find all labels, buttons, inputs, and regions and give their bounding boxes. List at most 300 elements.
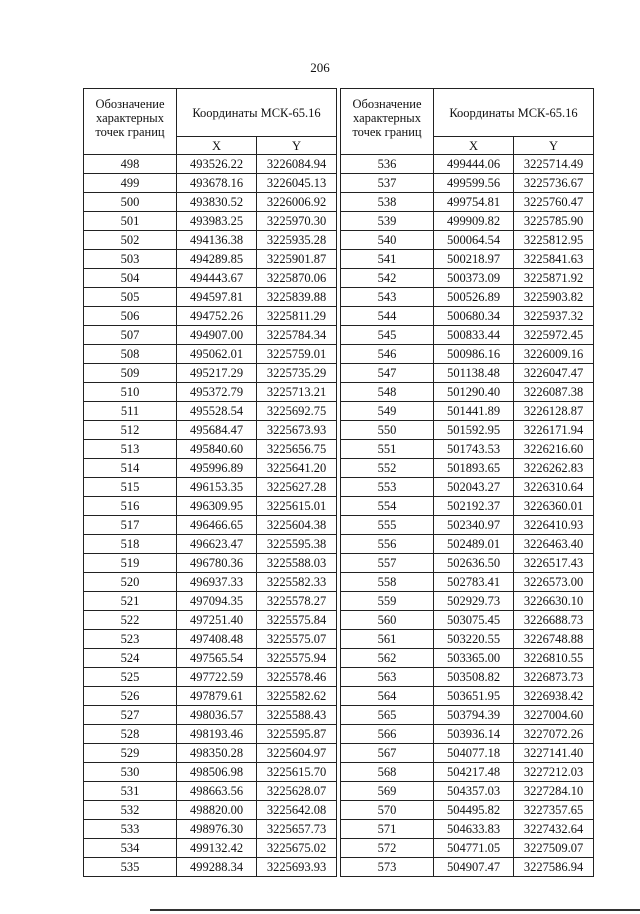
- point-label-header: Обозначение характерных точек границ: [84, 89, 177, 155]
- x-cell: 499444.06: [434, 155, 514, 174]
- table-row: [84, 307, 337, 326]
- table-row: [84, 421, 337, 440]
- y-cell: 3225760.47: [514, 193, 594, 212]
- y-cell: 3225784.34: [257, 326, 337, 345]
- y-cell: 3225588.43: [257, 706, 337, 725]
- point-id-cell: 559: [341, 592, 434, 611]
- x-cell: 502929.73: [434, 592, 514, 611]
- y-cell: 3226262.83: [514, 459, 594, 478]
- y-cell: 3225839.88: [257, 288, 337, 307]
- y-cell: 3227072.26: [514, 725, 594, 744]
- table-row: [84, 193, 337, 212]
- point-id-cell: 528: [84, 725, 177, 744]
- y-cell: 3226938.42: [514, 687, 594, 706]
- table-row: [84, 839, 337, 858]
- y-cell: 3225692.75: [257, 402, 337, 421]
- point-id-cell: 553: [341, 478, 434, 497]
- y-header: Y: [514, 137, 594, 155]
- point-id-cell: 514: [84, 459, 177, 478]
- table-row: [341, 421, 594, 440]
- table-row: [341, 668, 594, 687]
- y-cell: 3225628.07: [257, 782, 337, 801]
- x-cell: 498976.30: [177, 820, 257, 839]
- table-row: [84, 820, 337, 839]
- y-cell: 3226410.93: [514, 516, 594, 535]
- x-cell: 496623.47: [177, 535, 257, 554]
- point-id-cell: 548: [341, 383, 434, 402]
- point-id-cell: 513: [84, 440, 177, 459]
- y-cell: 3225812.95: [514, 231, 594, 250]
- scan-edge-line: [150, 909, 640, 911]
- table-row: [341, 307, 594, 326]
- point-id-cell: 564: [341, 687, 434, 706]
- x-cell: 500373.09: [434, 269, 514, 288]
- x-cell: 497251.40: [177, 611, 257, 630]
- table-row: [84, 402, 337, 421]
- y-cell: 3225713.21: [257, 383, 337, 402]
- table-row: [341, 763, 594, 782]
- table-row: [84, 573, 337, 592]
- table-row: [84, 250, 337, 269]
- point-id-cell: 566: [341, 725, 434, 744]
- table-body-right: [341, 155, 594, 877]
- x-cell: 497565.54: [177, 649, 257, 668]
- point-id-cell: 554: [341, 497, 434, 516]
- y-cell: 3225656.75: [257, 440, 337, 459]
- table-row: [84, 687, 337, 706]
- x-cell: 504907.47: [434, 858, 514, 877]
- x-cell: 499754.81: [434, 193, 514, 212]
- y-cell: 3226630.10: [514, 592, 594, 611]
- y-cell: 3226873.73: [514, 668, 594, 687]
- table-row: [341, 326, 594, 345]
- point-id-cell: 571: [341, 820, 434, 839]
- point-id-cell: 563: [341, 668, 434, 687]
- table-row: [84, 516, 337, 535]
- point-id-cell: 533: [84, 820, 177, 839]
- x-cell: 493678.16: [177, 174, 257, 193]
- x-cell: 504217.48: [434, 763, 514, 782]
- point-id-cell: 570: [341, 801, 434, 820]
- table-row: [84, 706, 337, 725]
- x-cell: 500064.54: [434, 231, 514, 250]
- point-id-cell: 518: [84, 535, 177, 554]
- y-cell: 3225937.32: [514, 307, 594, 326]
- table-row: [84, 630, 337, 649]
- point-id-cell: 565: [341, 706, 434, 725]
- x-cell: 493526.22: [177, 155, 257, 174]
- point-id-cell: 520: [84, 573, 177, 592]
- point-id-cell: 541: [341, 250, 434, 269]
- coordinates-table-right: [340, 88, 594, 877]
- x-cell: 495372.79: [177, 383, 257, 402]
- table-row: [84, 174, 337, 193]
- x-cell: 497879.61: [177, 687, 257, 706]
- y-cell: 3226084.94: [257, 155, 337, 174]
- point-id-cell: 506: [84, 307, 177, 326]
- y-cell: 3225870.06: [257, 269, 337, 288]
- y-cell: 3225582.62: [257, 687, 337, 706]
- x-cell: 495684.47: [177, 421, 257, 440]
- table-row: [341, 193, 594, 212]
- point-id-cell: 527: [84, 706, 177, 725]
- point-id-cell: 552: [341, 459, 434, 478]
- x-cell: 496309.95: [177, 497, 257, 516]
- point-id-cell: 511: [84, 402, 177, 421]
- point-id-cell: 508: [84, 345, 177, 364]
- y-cell: 3225841.63: [514, 250, 594, 269]
- y-cell: 3225714.49: [514, 155, 594, 174]
- table-row: [84, 611, 337, 630]
- y-cell: 3225785.90: [514, 212, 594, 231]
- point-id-cell: 523: [84, 630, 177, 649]
- point-id-cell: 531: [84, 782, 177, 801]
- x-cell: 498036.57: [177, 706, 257, 725]
- y-cell: 3225811.29: [257, 307, 337, 326]
- point-id-cell: 505: [84, 288, 177, 307]
- x-cell: 494289.85: [177, 250, 257, 269]
- y-cell: 3226047.47: [514, 364, 594, 383]
- y-cell: 3226216.60: [514, 440, 594, 459]
- point-id-cell: 544: [341, 307, 434, 326]
- table-row: [341, 383, 594, 402]
- x-cell: 504357.03: [434, 782, 514, 801]
- point-id-cell: 569: [341, 782, 434, 801]
- point-id-cell: 504: [84, 269, 177, 288]
- x-cell: 503794.39: [434, 706, 514, 725]
- coords-system-header: Координаты МСК-65.16: [177, 89, 337, 137]
- table-row: [84, 744, 337, 763]
- point-id-cell: 562: [341, 649, 434, 668]
- point-id-cell: 499: [84, 174, 177, 193]
- page-number: 206: [310, 60, 330, 75]
- x-cell: 502192.37: [434, 497, 514, 516]
- table-row: [341, 820, 594, 839]
- y-cell: 3227004.60: [514, 706, 594, 725]
- point-id-cell: 551: [341, 440, 434, 459]
- point-id-cell: 529: [84, 744, 177, 763]
- x-cell: 500680.34: [434, 307, 514, 326]
- point-id-cell: 538: [341, 193, 434, 212]
- y-header: Y: [257, 137, 337, 155]
- x-cell: 503220.55: [434, 630, 514, 649]
- table-row: [341, 402, 594, 421]
- x-cell: 498663.56: [177, 782, 257, 801]
- coords-system-header: Координаты МСК-65.16: [434, 89, 594, 137]
- point-id-cell: 507: [84, 326, 177, 345]
- table-row: [84, 155, 337, 174]
- x-cell: 496466.65: [177, 516, 257, 535]
- point-id-cell: 545: [341, 326, 434, 345]
- y-cell: 3226360.01: [514, 497, 594, 516]
- y-cell: 3226128.87: [514, 402, 594, 421]
- table-row: [341, 782, 594, 801]
- point-id-cell: 557: [341, 554, 434, 573]
- x-cell: 496153.35: [177, 478, 257, 497]
- x-cell: 498820.00: [177, 801, 257, 820]
- y-cell: 3225736.67: [514, 174, 594, 193]
- table-row: [341, 288, 594, 307]
- y-cell: 3225901.87: [257, 250, 337, 269]
- y-cell: 3226087.38: [514, 383, 594, 402]
- table-row: [341, 573, 594, 592]
- table-row: [84, 497, 337, 516]
- y-cell: 3227141.40: [514, 744, 594, 763]
- table-row: [341, 725, 594, 744]
- point-id-cell: 556: [341, 535, 434, 554]
- point-id-cell: 567: [341, 744, 434, 763]
- point-id-cell: 503: [84, 250, 177, 269]
- point-id-cell: 539: [341, 212, 434, 231]
- x-cell: 494443.67: [177, 269, 257, 288]
- y-cell: 3225903.82: [514, 288, 594, 307]
- table-body-left: [84, 155, 337, 877]
- x-cell: 501290.40: [434, 383, 514, 402]
- table-row: [341, 364, 594, 383]
- point-id-cell: 547: [341, 364, 434, 383]
- y-cell: 3225604.97: [257, 744, 337, 763]
- y-cell: 3225641.20: [257, 459, 337, 478]
- x-cell: 504771.05: [434, 839, 514, 858]
- table-row: [341, 497, 594, 516]
- y-cell: 3225972.45: [514, 326, 594, 345]
- table-row: [84, 383, 337, 402]
- x-cell: 504077.18: [434, 744, 514, 763]
- x-cell: 497722.59: [177, 668, 257, 687]
- table-row: [341, 212, 594, 231]
- point-id-cell: 521: [84, 592, 177, 611]
- x-cell: 501743.53: [434, 440, 514, 459]
- table-row: [341, 535, 594, 554]
- y-cell: 3225693.93: [257, 858, 337, 877]
- y-cell: 3226748.88: [514, 630, 594, 649]
- y-cell: 3225615.70: [257, 763, 337, 782]
- table-row: [84, 345, 337, 364]
- table-row: [84, 592, 337, 611]
- y-cell: 3226688.73: [514, 611, 594, 630]
- x-cell: 501441.89: [434, 402, 514, 421]
- y-cell: 3227432.64: [514, 820, 594, 839]
- x-cell: 493983.25: [177, 212, 257, 231]
- y-cell: 3226006.92: [257, 193, 337, 212]
- x-cell: 503075.45: [434, 611, 514, 630]
- point-id-cell: 516: [84, 497, 177, 516]
- point-id-cell: 542: [341, 269, 434, 288]
- y-cell: 3226573.00: [514, 573, 594, 592]
- table-row: [341, 630, 594, 649]
- x-cell: 493830.52: [177, 193, 257, 212]
- x-cell: 500833.44: [434, 326, 514, 345]
- x-cell: 496937.33: [177, 573, 257, 592]
- table-row: [341, 516, 594, 535]
- y-cell: 3226517.43: [514, 554, 594, 573]
- x-header: X: [177, 137, 257, 155]
- point-id-cell: 561: [341, 630, 434, 649]
- table-row: [84, 554, 337, 573]
- point-id-cell: 549: [341, 402, 434, 421]
- point-id-cell: 525: [84, 668, 177, 687]
- x-cell: 502783.41: [434, 573, 514, 592]
- point-id-cell: 537: [341, 174, 434, 193]
- x-cell: 501893.65: [434, 459, 514, 478]
- point-id-cell: 550: [341, 421, 434, 440]
- table-row: [84, 535, 337, 554]
- point-id-cell: 560: [341, 611, 434, 630]
- x-cell: 499909.82: [434, 212, 514, 231]
- point-id-cell: 546: [341, 345, 434, 364]
- y-cell: 3226310.64: [514, 478, 594, 497]
- point-id-cell: 572: [341, 839, 434, 858]
- table-row: [84, 858, 337, 877]
- table-row: [341, 155, 594, 174]
- table-row: [341, 858, 594, 877]
- y-cell: 3225575.07: [257, 630, 337, 649]
- table-row: [341, 611, 594, 630]
- table-row: [341, 839, 594, 858]
- x-cell: 502340.97: [434, 516, 514, 535]
- y-cell: 3227509.07: [514, 839, 594, 858]
- x-cell: 503936.14: [434, 725, 514, 744]
- x-cell: 498506.98: [177, 763, 257, 782]
- y-cell: 3225615.01: [257, 497, 337, 516]
- y-cell: 3227586.94: [514, 858, 594, 877]
- y-cell: 3225759.01: [257, 345, 337, 364]
- point-id-cell: 543: [341, 288, 434, 307]
- table-row: [341, 687, 594, 706]
- x-cell: 499288.34: [177, 858, 257, 877]
- table-row: [84, 801, 337, 820]
- y-cell: 3225588.03: [257, 554, 337, 573]
- table-row: [84, 326, 337, 345]
- y-cell: 3227357.65: [514, 801, 594, 820]
- table-row: [84, 459, 337, 478]
- x-cell: 504495.82: [434, 801, 514, 820]
- point-id-cell: 498: [84, 155, 177, 174]
- x-cell: 495062.01: [177, 345, 257, 364]
- table-row: [84, 364, 337, 383]
- point-id-cell: 526: [84, 687, 177, 706]
- y-cell: 3225595.38: [257, 535, 337, 554]
- y-cell: 3226463.40: [514, 535, 594, 554]
- point-id-cell: 512: [84, 421, 177, 440]
- table-row: [84, 782, 337, 801]
- x-cell: 494907.00: [177, 326, 257, 345]
- x-cell: 504633.83: [434, 820, 514, 839]
- y-cell: 3226810.55: [514, 649, 594, 668]
- point-id-cell: 524: [84, 649, 177, 668]
- x-cell: 503508.82: [434, 668, 514, 687]
- coordinates-table-left: [83, 88, 337, 877]
- y-cell: 3227212.03: [514, 763, 594, 782]
- x-cell: 501592.95: [434, 421, 514, 440]
- x-cell: 500218.97: [434, 250, 514, 269]
- point-id-cell: 534: [84, 839, 177, 858]
- table-row: [341, 231, 594, 250]
- y-cell: 3225582.33: [257, 573, 337, 592]
- point-id-cell: 522: [84, 611, 177, 630]
- y-cell: 3225604.38: [257, 516, 337, 535]
- point-id-cell: 515: [84, 478, 177, 497]
- y-cell: 3225735.29: [257, 364, 337, 383]
- x-header: X: [434, 137, 514, 155]
- table-row: [341, 592, 594, 611]
- x-cell: 502636.50: [434, 554, 514, 573]
- point-id-cell: 573: [341, 858, 434, 877]
- point-id-cell: 530: [84, 763, 177, 782]
- table-row: [341, 554, 594, 573]
- y-cell: 3225871.92: [514, 269, 594, 288]
- table-row: [341, 706, 594, 725]
- table-row: [341, 649, 594, 668]
- table-row: [84, 231, 337, 250]
- table-row: [341, 440, 594, 459]
- y-cell: 3226045.13: [257, 174, 337, 193]
- x-cell: 499599.56: [434, 174, 514, 193]
- x-cell: 494136.38: [177, 231, 257, 250]
- y-cell: 3225578.46: [257, 668, 337, 687]
- point-label-header: Обозначение характерных точек границ: [341, 89, 434, 155]
- x-cell: 497408.48: [177, 630, 257, 649]
- y-cell: 3225642.08: [257, 801, 337, 820]
- x-cell: 495217.29: [177, 364, 257, 383]
- point-id-cell: 540: [341, 231, 434, 250]
- x-cell: 502489.01: [434, 535, 514, 554]
- table-row: [84, 440, 337, 459]
- table-row: [84, 212, 337, 231]
- table-row: [84, 763, 337, 782]
- point-id-cell: 500: [84, 193, 177, 212]
- point-id-cell: 558: [341, 573, 434, 592]
- point-id-cell: 501: [84, 212, 177, 231]
- table-row: [341, 801, 594, 820]
- table-row: [341, 459, 594, 478]
- x-cell: 498193.46: [177, 725, 257, 744]
- x-cell: 495528.54: [177, 402, 257, 421]
- x-cell: 497094.35: [177, 592, 257, 611]
- table-row: [84, 269, 337, 288]
- table-row: [341, 744, 594, 763]
- table-row: [341, 345, 594, 364]
- x-cell: 500526.89: [434, 288, 514, 307]
- table-row: [84, 668, 337, 687]
- y-cell: 3225935.28: [257, 231, 337, 250]
- table-row: [341, 174, 594, 193]
- table-row: [341, 269, 594, 288]
- x-cell: 502043.27: [434, 478, 514, 497]
- table-row: [84, 478, 337, 497]
- y-cell: 3226171.94: [514, 421, 594, 440]
- point-id-cell: 555: [341, 516, 434, 535]
- table-row: [84, 649, 337, 668]
- x-cell: 494752.26: [177, 307, 257, 326]
- table-row: [84, 725, 337, 744]
- y-cell: 3226009.16: [514, 345, 594, 364]
- y-cell: 3225575.94: [257, 649, 337, 668]
- y-cell: 3225673.93: [257, 421, 337, 440]
- x-cell: 503651.95: [434, 687, 514, 706]
- x-cell: 495840.60: [177, 440, 257, 459]
- y-cell: 3225657.73: [257, 820, 337, 839]
- point-id-cell: 519: [84, 554, 177, 573]
- table-row: [84, 288, 337, 307]
- x-cell: 500986.16: [434, 345, 514, 364]
- x-cell: 494597.81: [177, 288, 257, 307]
- y-cell: 3225578.27: [257, 592, 337, 611]
- x-cell: 503365.00: [434, 649, 514, 668]
- point-id-cell: 510: [84, 383, 177, 402]
- point-id-cell: 517: [84, 516, 177, 535]
- x-cell: 498350.28: [177, 744, 257, 763]
